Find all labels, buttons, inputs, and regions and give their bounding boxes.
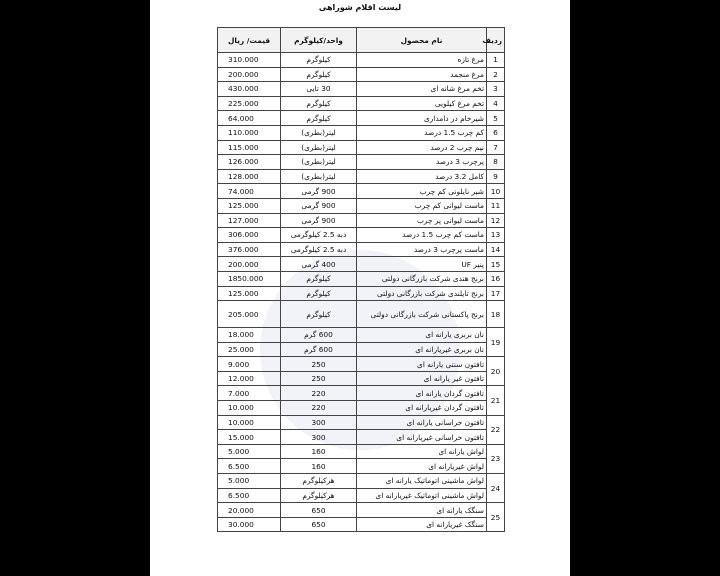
unit-cell: 220 bbox=[281, 386, 357, 401]
unit-cell: 900 گرمی bbox=[281, 213, 357, 228]
unit-cell: 300 bbox=[281, 415, 357, 430]
table-body bbox=[218, 53, 505, 532]
product-name-cell: کم چرب 1.5 درصد bbox=[357, 125, 487, 140]
product-name-cell: تافتون خراسانی غیریارانه ای bbox=[357, 430, 487, 445]
row-number-cell: 1 bbox=[487, 53, 505, 68]
product-name-cell: تافتون غیر یارانه ای bbox=[357, 371, 487, 386]
table-row bbox=[218, 67, 505, 82]
product-name-cell: پرچرب 3 درصد bbox=[357, 155, 487, 170]
product-name-cell: شیر نایلونی کم چرب bbox=[357, 184, 487, 199]
table-row bbox=[218, 386, 505, 401]
product-name-cell: سنگک یارانه ای bbox=[357, 503, 487, 518]
price-cell: 5.000 bbox=[218, 474, 281, 489]
row-number-cell: 21 bbox=[487, 386, 505, 415]
document-title: لیست اقلام شوراهی bbox=[318, 3, 402, 12]
row-number-cell: 25 bbox=[487, 503, 505, 532]
table-row bbox=[218, 169, 505, 184]
table-row bbox=[218, 82, 505, 97]
table-row bbox=[218, 328, 505, 343]
table-row bbox=[218, 228, 505, 243]
unit-cell: 250 bbox=[281, 371, 357, 386]
product-name-cell: مرغ تازه bbox=[357, 53, 487, 68]
price-cell: 64.000 bbox=[218, 111, 281, 126]
product-name-cell: نان بربری غیریارانه ای bbox=[357, 342, 487, 357]
price-cell: 18.000 bbox=[218, 328, 281, 343]
unit-cell: کیلوگرم bbox=[281, 286, 357, 301]
unit-cell: کیلوگرم bbox=[281, 301, 357, 328]
product-name-cell: نیم چرب 2 درصد bbox=[357, 140, 487, 155]
table-row bbox=[218, 140, 505, 155]
row-number-cell: 15 bbox=[487, 257, 505, 272]
product-name-cell: مرغ منجمد bbox=[357, 67, 487, 82]
row-number-cell: 6 bbox=[487, 125, 505, 140]
product-name-cell: تافتون گردان یارانه ای bbox=[357, 386, 487, 401]
product-name-cell: ماست کم چرب 1.5 درصد bbox=[357, 228, 487, 243]
product-name-cell: لواش ماشینی اتوماتیک غیریارانه ای bbox=[357, 488, 487, 503]
table-row bbox=[218, 415, 505, 430]
product-name-cell: نان بربری یارانه ای bbox=[357, 328, 487, 343]
unit-cell: لیتر(بطری) bbox=[281, 155, 357, 170]
table-row bbox=[218, 271, 505, 286]
price-cell: 1850.000 bbox=[218, 271, 281, 286]
price-cell: 15.000 bbox=[218, 430, 281, 445]
unit-cell: 400 گرمی bbox=[281, 257, 357, 272]
row-number-cell: 5 bbox=[487, 111, 505, 126]
product-name-cell: برنج پاکستانی شرکت بازرگانی دولتی bbox=[357, 301, 487, 328]
header-price: قیمت/ ریال bbox=[218, 28, 281, 53]
unit-cell: لیتر(بطری) bbox=[281, 125, 357, 140]
unit-cell: کیلوگرم bbox=[281, 111, 357, 126]
product-name-cell: برنج هندی شرکت بازرگانی دولتی bbox=[357, 271, 487, 286]
unit-cell: کیلوگرم bbox=[281, 53, 357, 68]
unit-cell: 300 bbox=[281, 430, 357, 445]
row-number-cell: 23 bbox=[487, 444, 505, 473]
price-cell: 10.000 bbox=[218, 415, 281, 430]
table-header-row bbox=[218, 28, 505, 53]
header-product-name: نام محصول bbox=[357, 28, 487, 53]
price-cell: 127.000 bbox=[218, 213, 281, 228]
product-name-cell: تخم مرغ کیلویی bbox=[357, 96, 487, 111]
table-row bbox=[218, 111, 505, 126]
price-cell: 6.500 bbox=[218, 488, 281, 503]
table-row bbox=[218, 184, 505, 199]
price-list-table bbox=[217, 27, 505, 532]
table-row bbox=[218, 459, 505, 474]
table-row bbox=[218, 96, 505, 111]
row-number-cell: 20 bbox=[487, 357, 505, 386]
row-number-cell: 2 bbox=[487, 67, 505, 82]
unit-cell: 220 bbox=[281, 401, 357, 416]
table-row bbox=[218, 444, 505, 459]
row-number-cell: 9 bbox=[487, 169, 505, 184]
row-number-cell: 13 bbox=[487, 228, 505, 243]
row-number-cell: 8 bbox=[487, 155, 505, 170]
table-row bbox=[218, 301, 505, 328]
price-cell: 74.000 bbox=[218, 184, 281, 199]
unit-cell: کیلوگرم bbox=[281, 96, 357, 111]
row-number-cell: 14 bbox=[487, 242, 505, 257]
row-number-cell: 22 bbox=[487, 415, 505, 444]
document-page bbox=[150, 0, 570, 576]
row-number-cell: 19 bbox=[487, 328, 505, 357]
price-cell: 7.000 bbox=[218, 386, 281, 401]
price-cell: 430.000 bbox=[218, 82, 281, 97]
unit-cell: 900 گرمی bbox=[281, 184, 357, 199]
price-cell: 20.000 bbox=[218, 503, 281, 518]
product-name-cell: تافتون گردان غیریارانه ای bbox=[357, 401, 487, 416]
table-row bbox=[218, 242, 505, 257]
table-row bbox=[218, 53, 505, 68]
unit-cell: هرکیلوگرم bbox=[281, 474, 357, 489]
product-name-cell: تخم مرغ شانه ای bbox=[357, 82, 487, 97]
product-name-cell: سنگک غیریارانه ای bbox=[357, 517, 487, 532]
header-unit: واحد/کیلوگرم bbox=[281, 28, 357, 53]
product-name-cell: تافتون خراسانی یارانه ای bbox=[357, 415, 487, 430]
unit-cell: 650 bbox=[281, 517, 357, 532]
price-cell: 200.000 bbox=[218, 257, 281, 272]
price-cell: 12.000 bbox=[218, 371, 281, 386]
unit-cell: 160 bbox=[281, 444, 357, 459]
price-cell: 376.000 bbox=[218, 242, 281, 257]
product-name-cell: شیرخام در دامداری bbox=[357, 111, 487, 126]
price-cell: 6.500 bbox=[218, 459, 281, 474]
row-number-cell: 24 bbox=[487, 474, 505, 503]
unit-cell: هرکیلوگرم bbox=[281, 488, 357, 503]
price-cell: 9.000 bbox=[218, 357, 281, 372]
product-name-cell: پنیر UF bbox=[357, 257, 487, 272]
price-cell: 128.000 bbox=[218, 169, 281, 184]
price-cell: 205.000 bbox=[218, 301, 281, 328]
product-name-cell: کامل 3.2 درصد bbox=[357, 169, 487, 184]
product-name-cell: ماست لیوانی پر چرب bbox=[357, 213, 487, 228]
table-row bbox=[218, 517, 505, 532]
product-name-cell: برنج تایلندی شرکت بازرگانی دولتی bbox=[357, 286, 487, 301]
table-row bbox=[218, 474, 505, 489]
row-number-cell: 10 bbox=[487, 184, 505, 199]
row-number-cell: 3 bbox=[487, 82, 505, 97]
unit-cell: کیلوگرم bbox=[281, 67, 357, 82]
product-name-cell: لواش غیریارانه ای bbox=[357, 459, 487, 474]
price-cell: 125.000 bbox=[218, 198, 281, 213]
table-row bbox=[218, 342, 505, 357]
row-number-cell: 11 bbox=[487, 198, 505, 213]
price-cell: 25.000 bbox=[218, 342, 281, 357]
table-row bbox=[218, 213, 505, 228]
unit-cell: 30 تایی bbox=[281, 82, 357, 97]
price-cell: 125.000 bbox=[218, 286, 281, 301]
unit-cell: لیتر(بطری) bbox=[281, 169, 357, 184]
row-number-cell: 4 bbox=[487, 96, 505, 111]
product-name-cell: تافتون سنتی یارانه ای bbox=[357, 357, 487, 372]
unit-cell: لیتر(بطری) bbox=[281, 140, 357, 155]
price-cell: 110.000 bbox=[218, 125, 281, 140]
row-number-cell: 12 bbox=[487, 213, 505, 228]
table-row bbox=[218, 286, 505, 301]
unit-cell: 650 bbox=[281, 503, 357, 518]
table-row bbox=[218, 503, 505, 518]
price-cell: 10.000 bbox=[218, 401, 281, 416]
price-cell: 310.000 bbox=[218, 53, 281, 68]
table-row bbox=[218, 155, 505, 170]
unit-cell: دبه 2.5 کیلوگرمی bbox=[281, 228, 357, 243]
row-number-cell: 17 bbox=[487, 286, 505, 301]
row-number-cell: 18 bbox=[487, 301, 505, 328]
price-cell: 225.000 bbox=[218, 96, 281, 111]
row-number-cell: 16 bbox=[487, 271, 505, 286]
table-row bbox=[218, 371, 505, 386]
table-row bbox=[218, 488, 505, 503]
unit-cell: کیلوگرم bbox=[281, 271, 357, 286]
product-name-cell: لواش یارانه ای bbox=[357, 444, 487, 459]
unit-cell: 160 bbox=[281, 459, 357, 474]
unit-cell: 600 گرم bbox=[281, 328, 357, 343]
table-row bbox=[218, 430, 505, 445]
price-cell: 5.000 bbox=[218, 444, 281, 459]
price-cell: 115.000 bbox=[218, 140, 281, 155]
header-row-number: ردیف bbox=[487, 28, 505, 53]
price-cell: 126.000 bbox=[218, 155, 281, 170]
table-row bbox=[218, 401, 505, 416]
price-cell: 30.000 bbox=[218, 517, 281, 532]
unit-cell: 600 گرم bbox=[281, 342, 357, 357]
unit-cell: دبه 2.5 کیلوگرمی bbox=[281, 242, 357, 257]
product-name-cell: ماست لیوانی کم چرب bbox=[357, 198, 487, 213]
price-cell: 200.000 bbox=[218, 67, 281, 82]
product-name-cell: ماست پرچرب 3 درصد bbox=[357, 242, 487, 257]
row-number-cell: 7 bbox=[487, 140, 505, 155]
unit-cell: 900 گرمی bbox=[281, 198, 357, 213]
table-row bbox=[218, 198, 505, 213]
table-row bbox=[218, 357, 505, 372]
table-row bbox=[218, 125, 505, 140]
unit-cell: 250 bbox=[281, 357, 357, 372]
table-row bbox=[218, 257, 505, 272]
product-name-cell: لواش ماشینی اتوماتیک یارانه ای bbox=[357, 474, 487, 489]
price-cell: 306.000 bbox=[218, 228, 281, 243]
